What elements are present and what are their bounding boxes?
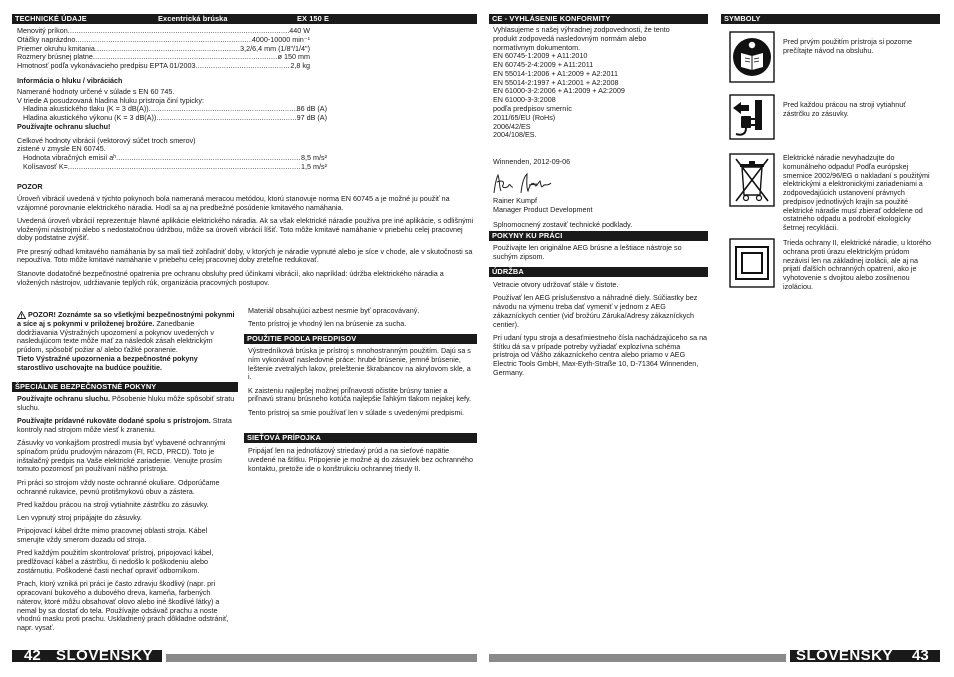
noise-row: Hladina akustického výkonu (K = 3 dB(A)) ..... 97 dB (A) [17,114,327,123]
noise-row: Hladina akustického tlaku (K = 3 dB(A)) ..... 86 dB (A) [17,105,327,114]
symbol-text-manual: Pred prvým použitím prístroja si pozorne prečítajte návod na obsluhu. [783,37,913,55]
symbol-text-unplug: Pred každou prácou na stroji vytiahnuť zástrčku zo zásuvky. [783,100,906,118]
class-ii-symbol [729,238,775,288]
unplug-symbol [729,94,775,140]
crossed-bin-icon [729,153,775,207]
page-number-left: 42 [24,647,41,664]
footer-right-bar [790,647,940,664]
ce-signer: Rainer Kumpf Manager Product Development Splnomocnený zostaviť technické podklady. [493,196,633,229]
unplug-icon [729,94,775,140]
noise-info: Informácia o hluku / vibráciách Namerané hodnoty určené v súlade s EN 60 745. V triede A posudzovaná hladina hluku prístroja činí typicky: Hladina akustického tlaku (K = 3 dB(A)) ..... 86 dB (A) Hladina akustického výkonu (K = 3 dB(A)) ..... 97 dB (A) Používajte ochranu sluchu! Celkové hodnoty vibrácií (vektorový súčet troch smerov) zistené v zmysle EN 60745. Hodnota vibračných emisií a h ..... 8,5 m/s² Kolísavosť K= ..... 1,5 m/s² [17,77,327,172]
tech-row: Priemer okruhu kmitania ..... 3,2/6,4 mm (1/8"/1/4") [17,45,310,54]
signature-image [491,171,561,197]
use-header: POUŽITIE PODĽA PREDPISOV [244,334,477,344]
vib-row: Hodnota vibračných emisií a h ..... 8,5 m/s² [17,154,327,163]
vib-row: Kolísavosť K= ..... 1,5 m/s² [17,163,327,172]
tech-row: Menovitý príkon ..... 440 W [17,27,310,36]
footer-left-grey [166,654,477,662]
ce-text: Vyhlasujeme s našej výhradnej zodpovednosti, že tento produkt zodpovedá nasledovným normám alebo normatívnym dokumentom. EN 60745-1:2009 + A11:2010 EN 60745-2-4:2009 + A11:2011 EN 55014-1:2006 + A1:2009 + A2:2011 EN 55014-2:1997 + A1:2001 + A2:2008 EN 61000-3-2:2006 + A1:2009 + A2:2009 EN 61000-3-3:2008 podľa predpisov smerníc 2011/65/EU (RoHs) 2006/42/ES 2004/108/ES. [493,25,670,140]
class-ii-icon [729,238,775,288]
ce-date: Winnenden, 2012-09-06 [493,157,571,166]
bin-symbol [729,153,775,207]
col2-text: Materiál obsahujúci azbest nesmie byť opracovávaný. Tento prístroj je vhodný len na brúsenie za sucha. [248,306,420,329]
language-label-left: SLOVENSKY [56,647,154,664]
symboly-header: SYMBOLY [721,14,940,24]
pokyny-text: Používajte len originálne AEG brúsne a leštiace nástroje so suchým zipsom. [493,243,682,261]
udrzba-text: Vetracie otvory udržovať stále v čistote. Používať len AEG príslušenstvo a náhradné diely. Súčiastky bez návodu na výmenu treba dať vymeniť v jednom z AEG zákazníckych centier (viď brožúru Záruka/Adresy zákazníckych centier). Pri udaní typu stroja a desaťmiestneho čísla nachádzajúceho sa na štítku dá sa v prípade potreby vyžiadať explozívna schéma prístroja od Vášho zákazníckeho centra alebo priamo v AEG Electric Tools GmbH, Max-Eyth-Straße 10, D-71364 Winnenden, Germany. [493,280,708,378]
use-text: Výstredníková brúska je prístroj s mnohostranným použitím. Dajú sa s ním vykonávať nasledovné práce: hrubé brúsenie, jemné brúsenie, leštenie zvetralých lakov, preleštenie škrabancov na akrylovom skle, a i. K zaisteniu najlepšej možnej priľnavosti očistite brúsny tanier a priľnavú stranu brúsneho kotúča najlepšie ľahkým tlakom nejakej kefy. Tento prístroj sa smie používať len v súlade s uvedenými predpismi. [248,346,471,417]
ce-header: CE - VYHLÁSENIE KONFORMITY [489,14,708,24]
tech-header: TECHNICKÉ ÚDAJE Excentrická brúska EX 150 E [12,14,477,24]
warning-block: POZOR! Zoznámte sa so všetkými bezpečnostnými pokynmi a síce aj s pokynmi v priloženej brožúre. Zanedbanie dodržiavania Výstražných upozornení a pokynov uvedených v nasledujúcom texte môže mať za následok zásah elektrickým prúdom, spôsobiť požiar a/ alebo ťažké poranenie. Tieto Výstražné upozornenia a bezpečnostné pokyny starostlivo uschovajte na budúce použitie. [17,310,235,372]
tech-row: Hmotnosť podľa vykonávacieho predpisu EPTA 01/2003 ..... 2,8 kg [17,62,310,71]
language-label-right: SLOVENSKY [796,647,894,664]
read-manual-symbol [729,31,775,83]
pozor-section: POZOR Úroveň vibrácií uvedená v týchto pokynoch bola nameraná meracou metódou, ktorú stanovuje norma EN 60745 a je možné ju použiť na vzájomné porovnanie elektrického náradia. Hodí sa aj na predbežné posúdenie kmitavého namáhania. Uvedená úroveň vibrácií reprezentuje hlavné aplikácie elektrického náradia. Ak sa však elektrické náradie používa pre iné aplikácie, s odlišnými vloženými nástrojmi alebo s nedostatočnou údržbou, môže sa úroveň vibrácií líšiť. Toto môže kmitavé namáhanie v priebehu celej pracovnej doby podstatne zvýšiť. Pre presný odhad kmitavého namáhania by sa mali tiež zohľadniť doby, v ktorých je náradie vypnuté alebo je síce v chode, ale v skutočnosti sa nepoužíva. Toto môže kmitavé namáhanie v priebehu celej pracovnej doby zreteľne redukovať. Stanovte dodatočné bezpečnostné opatrenia pre ochranu obsluhy pred účinkami vibrácií, ako napríklad: údržba elektrického náradia a vložených nástrojov, udržiavanie teplých rúk, organizácia pracovných postupov. [17,182,474,287]
symbol-text-class-ii: Trieda ochrany II, elektrické náradie, u ktorého ochrana proti úrazu elektrickým prúdom nezávisí len na základnej izolácii, ale aj na prijatí ďalších ochranných opatrení, ako je vyhotovenie s dvojitou alebo zosilnenou izoláciou. [783,238,931,291]
tech-table [17,27,310,71]
tech-row: Rozmery brúsnej platne ..... ø 150 mm [17,53,310,62]
page-number-right: 43 [912,647,929,664]
udrzba-header: ÚDRŽBA [489,267,708,277]
special-header: ŠPECIÁLNE BEZPEČNOSTNÉ POKYNY [12,382,238,392]
pokyny-header: POKYNY KU PRÁCI [489,231,708,241]
net-text: Pripájať len na jednofázový striedavý prúd a na sieťové napätie uvedené na štítku. Pripojenie je možné aj do zásuviek bez ochranného kontaktu, pretože ide o konštrukciu ochrannej triedy II. [248,446,473,473]
tech-row: Otáčky naprázdno ..... 4000-10000 min⁻¹ [17,36,310,45]
net-header: SIEŤOVÁ PRÍPOJKA [244,433,477,443]
special-text: Používajte ochranu sluchu. Pôsobenie hluku môže spôsobiť stratu sluchu. Používajte prídavné rukoväte dodané spolu s prístrojom. Strata kontroly nad strojom môže viesť k zraneniu. Zásuvky vo vonkajšom prostredí musia byť vybavené ochrannými spínačom prúdu prudovým nárazom (FI, RCD, PRCD). Toto je inštalačný predpis na Vaše elektrické zariadenie. Venujte prosím tomuto pozornosť pri používaní nášho prístroja. Pri práci so strojom vždy noste ochranné okuliare. Odporúčame ochranné rukavice, pevnú protišmykovú obuv a zástera. Pred každou prácou na stroji vytiahnite zástrčku zo zásuvky. Len vypnutý stroj pripájajte do zásuvky. Pripojovací kábel držte mimo pracovnej oblasti stroja. Kábel smerujte vždy smerom dozadu od stroja. Pred každým použitím skontrolovať prístroj, pripojovací kábel, predlžovací kábel a zástrčku, či nedošlo k poškodeniu alebo zostárnutiu. Poškodené časti nechať opraviť odborníkom. Prach, ktorý vzniká pri práci je často zdravju škodlivý (napr. pri opracovaní bukového a dubového dreva, kameňa, farbených náterov, ktoré môžu obsahovať olovo alebo iné škodlivé látky) a nemal by sa dostať do tela. Používajte odsávač prachu a noste vhodnú masku proti prachu. Uskladnený prach dôkladne odstrániť, napr. vysať. [17,394,235,633]
footer-left-bar [12,647,162,664]
read-manual-icon [729,31,775,83]
symbol-text-bin: Elektrické náradie nevyhadzujte do komunálneho odpadu! Podľa európskej smernice 2002/96/EG o nakladaní s použitými elektrickými a elektronickými zariadeniami a zodpovedajúcich ustanovení právnych predpisov jednotlivých krajín sa použité elektrické náradie musí zbierať oddelene od ostatného odpadu a podrobiť ekologicky šetrnej recyklácii. [783,153,930,233]
footer-right-grey [489,654,786,662]
